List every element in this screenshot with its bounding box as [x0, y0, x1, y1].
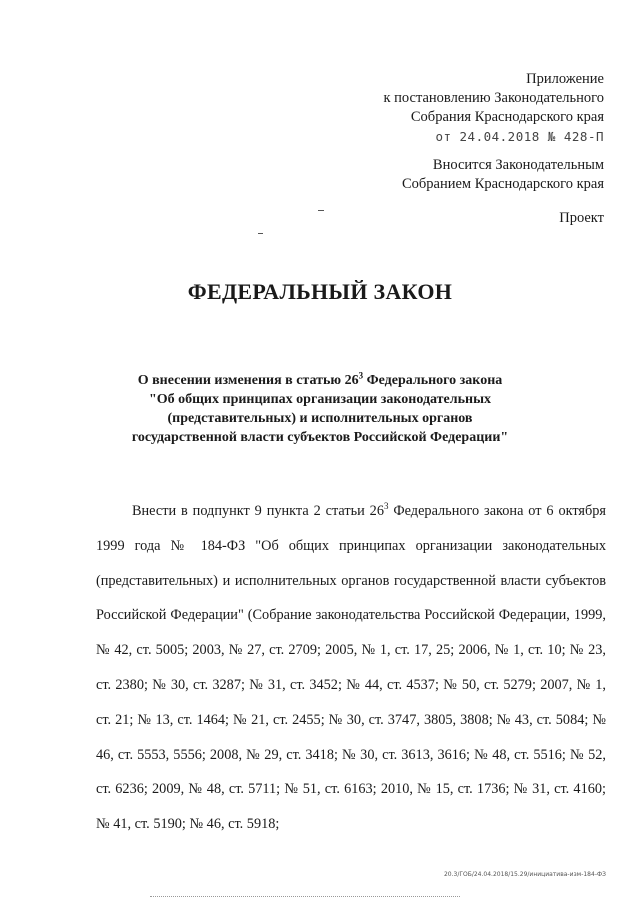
law-subject [0, 371, 640, 447]
scan-speck [318, 210, 324, 211]
body-superscript: 3 [383, 501, 389, 512]
subject-line-4: государственной власти субъектов Российской Федерации" [131, 430, 509, 445]
attachment-line-1: Приложение [526, 71, 604, 87]
footer-file-code: 20.3/ГОБ/24.04.2018/15.29/инициатива-изм-184-ФЗ [443, 871, 606, 878]
attachment-line-3: Собрания Краснодарского края [410, 109, 604, 125]
draft-label: Проект [559, 210, 604, 226]
attachment-line-2: к постановлению Законодательного [383, 90, 604, 106]
subject-line-1 [0, 371, 640, 390]
subject-superscript: 3 [358, 370, 364, 381]
subject-line-3: (представительных) и исполнительных органов [167, 411, 473, 426]
submitted-by-block [402, 156, 604, 194]
scan-speck [258, 233, 263, 234]
law-title: ФЕДЕРАЛЬНЫЙ ЗАКОН [187, 279, 453, 304]
resolution-stamp: от 24.04.2018 № 428-П [435, 129, 604, 144]
submitted-line-1: Вносится Законодательным [432, 157, 604, 173]
subject-line-1-tail: Федерального закона [363, 373, 503, 388]
submitted-line-2: Собранием Краснодарского края [401, 176, 604, 192]
subject-line-1-text: О внесении изменения в статью 26 [137, 373, 359, 388]
body-paragraph [96, 494, 606, 842]
attachment-header [384, 70, 605, 146]
body-text-rest: Федерального закона от 6 октября 1999 года № 184-ФЗ "Об общих принципах организации законодательных (представительных) и исполнительных органов государственной власти субъектов Российской Федерации" (Собрание законодательства Российской Федерации, 1999, № 42, ст. 5005; 2003, № 27, ст. 2709; 2005, № 1, ст. 17, 25; 2006, № 1, ст. 10; № 23, ст. 2380; № 30, ст. 3287; № 31, ст. 3452; № 44, ст. 4537; № 50, ст. 5279; 2007, № 1, ст. 21; № 13, ст. 1464; № 21, ст. 2455; № 30, ст. 3747, 3805, 3808; № 43, ст. 5084; № 46, ст. 5553, 5556; 2008, № 29, ст. 3418; № 30, ст. 3613, 3616; № 48, ст. 5516; № 52, ст. 6236; 2009, № 48, ст. 5711; № 51, ст. 6163; 2010, № 15, ст. 1736; № 31, ст. 4160; № 41, ст. 5190; № 46, ст. 5918; [96, 503, 606, 833]
footer-dotted-line [150, 896, 460, 897]
subject-line-2: "Об общих принципах организации законодательных [148, 392, 492, 407]
body-text-start: Внести в подпункт 9 пункта 2 статьи 26 [132, 503, 384, 519]
